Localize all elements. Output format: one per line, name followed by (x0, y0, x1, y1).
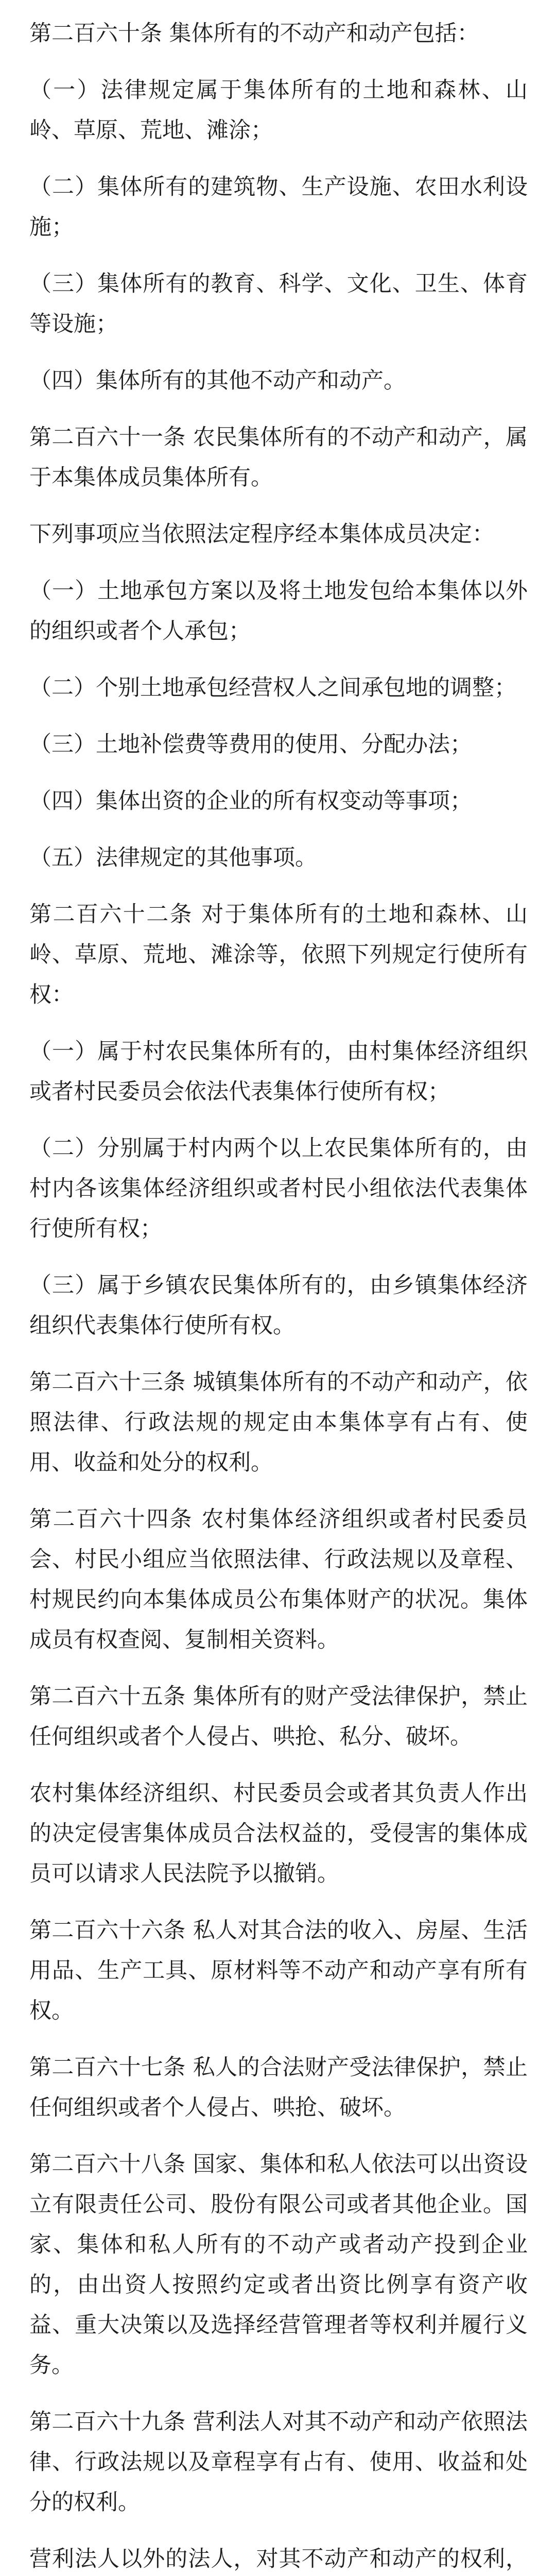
article-261-item-5: （五）法律规定的其他事项。 (29, 845, 317, 871)
article-261-item-3: （三）土地补偿费等费用的使用、分配办法； (29, 732, 472, 757)
article-262-item-3: （三）属于乡镇农民集体所有的，由乡镇集体经济组织代表集体行使所有权。 (29, 1273, 528, 1338)
article-263: 第二百六十三条 城镇集体所有的不动产和动产，依照法律、行政法规的规定由本集体享有占有、使用、收益和处分的权利。 (29, 1369, 528, 1476)
article-261-item-4: （四）集体出资的企业的所有权变动等事项； (29, 788, 472, 814)
article-262-heading: 第二百六十二条 对于集体所有的土地和森林、山岭、草原、荒地、滩涂等，依照下列规定行使所有权： (29, 902, 528, 1008)
article-264: 第二百六十四条 农村集体经济组织或者村民委员会、村民小组应当依照法律、行政法规以及章程、村规民约向本集体成员公布集体财产的状况。集体成员有权查阅、复制相关资料。 (29, 1506, 528, 1653)
article-267: 第二百六十七条 私人的合法财产受法律保护，禁止任何组织或者个人侵占、哄抢、破坏。 (29, 2055, 528, 2121)
article-266: 第二百六十六条 私人对其合法的收入、房屋、生活用品、生产工具、原材料等不动产和动产享有所有权。 (29, 1918, 528, 2024)
article-265-paragraph-2: 农村集体经济组织、村民委员会或者其负责人作出的决定侵害集体成员合法权益的，受侵害的集体成员可以请求人民法院予以撤销。 (29, 1781, 528, 1887)
article-260-item-2: （二）集体所有的建筑物、生产设施、农田水利设施； (29, 174, 528, 240)
article-262-item-2: （二）分别属于村内两个以上农民集体所有的，由村内各该集体经济组织或者村民小组依法代表集体行使所有权； (29, 1136, 528, 1242)
article-269: 第二百六十九条 营利法人对其不动产和动产依照法律、行政法规以及章程享有占有、使用、收益和处分的权利。 (29, 2409, 528, 2515)
article-261-matters-intro: 下列事项应当依照法定程序经本集体成员决定： (29, 521, 494, 547)
article-261-item-1: （一）土地承包方案以及将土地发包给本集体以外的组织或者个人承包； (29, 578, 528, 644)
article-261: 第二百六十一条 农民集体所有的不动产和动产，属于本集体成员集体所有。 (29, 425, 528, 490)
article-265: 第二百六十五条 集体所有的财产受法律保护，禁止任何组织或者个人侵占、哄抢、私分、破坏。 (29, 1684, 528, 1750)
article-261-item-2: （二）个别土地承包经营权人之间承包地的调整； (29, 675, 516, 701)
article-260-item-3: （三）集体所有的教育、科学、文化、卫生、体育等设施； (29, 271, 528, 337)
article-269-paragraph-2: 营利法人以外的法人，对其不动产和动产的权利， (29, 2546, 528, 2572)
article-260-item-1: （一）法律规定属于集体所有的土地和森林、山岭、草原、荒地、滩涂； (29, 77, 528, 143)
article-260-item-4: （四）集体所有的其他不动产和动产。 (29, 368, 406, 394)
article-260-heading: 第二百六十条 集体所有的不动产和动产包括： (29, 21, 479, 46)
article-268: 第二百六十八条 国家、集体和私人依法可以出资设立有限责任公司、股份有限公司或者其他企业。国家、集体和私人所有的不动产或者动产投到企业的，由出资人按照约定或者出资比例享有资产收益、重大决策以及选择经营管理者等权利并履行义务。 (29, 2151, 528, 2378)
article-262-item-1: （一）属于村农民集体所有的，由村集体经济组织或者村民委员会依法代表集体行使所有权； (29, 1039, 528, 1105)
